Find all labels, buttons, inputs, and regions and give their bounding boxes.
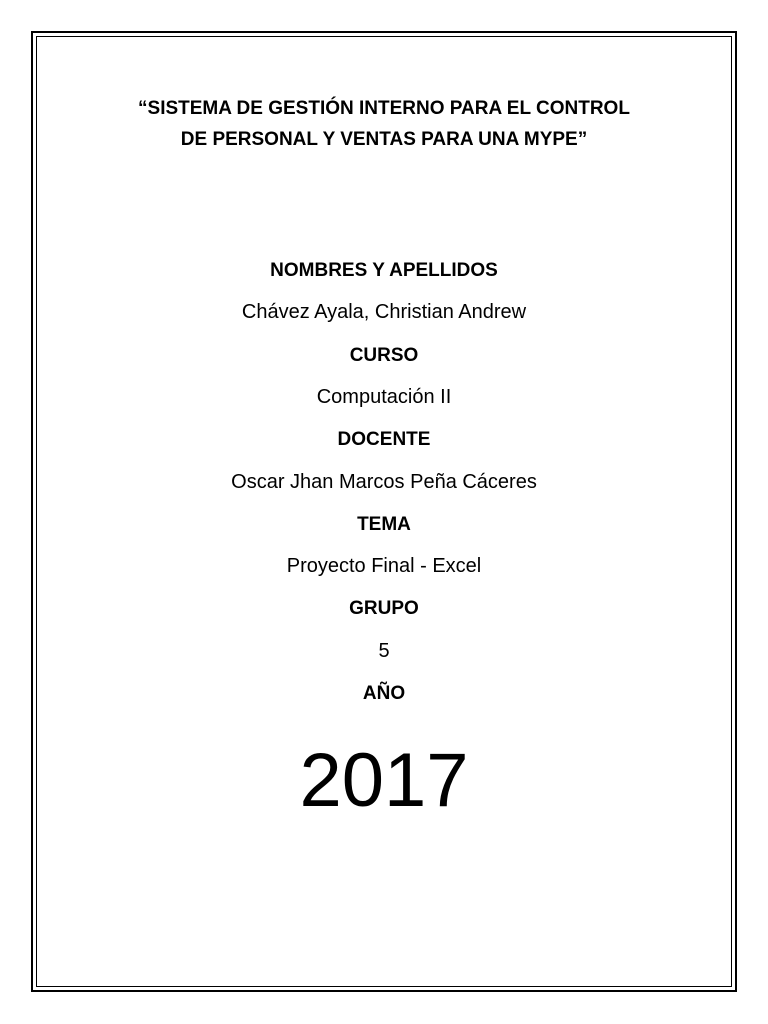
group-value: 5	[378, 640, 390, 662]
title-line-2: DE PERSONAL Y VENTAS PARA UNA MYPE”	[180, 129, 588, 150]
names-value: Chávez Ayala, Christian Andrew	[241, 301, 527, 323]
names-label: NOMBRES Y APELLIDOS	[270, 260, 498, 281]
topic-label: TEMA	[357, 514, 411, 535]
course-value: Computación II	[316, 386, 452, 408]
year-label: AÑO	[362, 683, 406, 704]
title-line-1: “SISTEMA DE GESTIÓN INTERNO PARA EL CONTROL	[138, 98, 630, 119]
teacher-label: DOCENTE	[337, 429, 431, 450]
course-label: CURSO	[349, 345, 419, 366]
year-value: 2017	[299, 738, 469, 823]
group-label: GRUPO	[349, 598, 419, 619]
topic-value: Proyecto Final - Excel	[286, 555, 482, 577]
teacher-value: Oscar Jhan Marcos Peña Cáceres	[231, 471, 537, 493]
document-title	[36, 93, 732, 155]
